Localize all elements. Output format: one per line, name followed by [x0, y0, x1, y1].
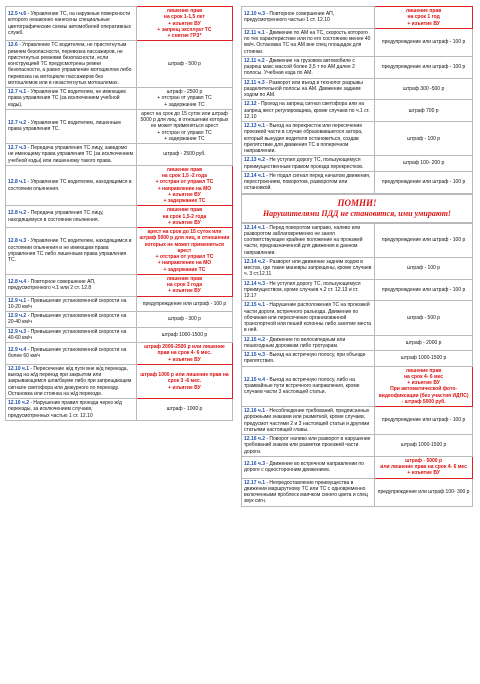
article-code: 12.16 ч.1 — [244, 408, 265, 414]
article-code: 12.13 ч.1 — [244, 123, 265, 129]
table-row — [6, 296, 233, 312]
penalty-line: штраф - 2000 р — [405, 339, 442, 346]
penalty-line: штраф 100- 200 р — [402, 160, 445, 167]
penalty-line: + задержание ТС — [163, 266, 206, 273]
notice-box — [241, 194, 473, 223]
table-row — [242, 122, 473, 156]
table-row — [242, 56, 473, 78]
article-code: 12.9 ч.1 — [8, 297, 27, 304]
violation-cell — [6, 327, 137, 343]
penalty-line: предупреждение или штраф - 100 р — [381, 179, 466, 185]
fines-table-right-top — [241, 6, 473, 194]
penalty-line: + изъятие ВУ — [407, 380, 440, 386]
violation-cell — [6, 109, 137, 143]
violation-text: - Не уступил дорогу ТС, пользующемуся преимуществом, кроме случаев ч.2 ст. 12.13 и ст. 12.17 — [244, 280, 361, 299]
violation-cell — [6, 228, 137, 275]
penalty-line: предупреждение или штраф - 100 р — [381, 286, 466, 293]
article-code: 12.6 — [8, 42, 18, 49]
violation-cell — [6, 206, 137, 228]
penalty-line: штраф - 500 р — [167, 61, 201, 67]
penalty-line: на срок 4- 6 мес — [404, 373, 444, 380]
violation-text: - Поворот налево или разворот в нарушение требований знаков или разметки проезжей части дороги. — [244, 436, 371, 455]
penalty-line: арест на срок до 15 суток или штраф 5000 р для лиц, в отношении которых не может применяться арест — [139, 229, 230, 254]
penalty-cell — [375, 301, 473, 335]
violation-text: - Несоблюдение требований, предписанных дорожными знаками или разметкой, кроме случаев, предусмот частями 2 и 3 настоящей статьи и другими статьями настоящей главы. — [244, 408, 370, 433]
penalty-line: + задержание ТС — [163, 198, 206, 204]
violation-cell — [242, 171, 375, 193]
penalty-cell — [375, 407, 473, 435]
penalty-line: на срок 1 год — [407, 14, 440, 21]
table-row — [6, 274, 233, 296]
violation-cell — [242, 28, 375, 56]
penalty-line: штраф 2000-2500 р или лишение прав на срок 4- 6 мес. — [144, 344, 225, 357]
violation-text: - Разворот или въезд в технолог разрывы разделительной полосы на АМ. Движение задним ходом по АМ. — [244, 79, 363, 98]
article-code: 12.9 ч.2 — [8, 313, 27, 319]
table-row — [242, 456, 473, 478]
violation-text: - Повторное совершение АП, предусмотренного ч.1 или 2 ст. 12.8 — [8, 278, 96, 292]
table-row — [6, 7, 233, 41]
article-code: 12.7 ч.2 — [8, 120, 27, 127]
table-row — [242, 301, 473, 335]
article-code: 12.13 ч.2 — [244, 157, 265, 164]
penalty-cell — [136, 296, 232, 312]
violation-text: - Управление ТС водителем, находящимся в состоянии опьянения. — [8, 179, 132, 192]
table-row — [242, 257, 473, 279]
penalty-line: предупреждение или штраф - 100 р — [381, 64, 466, 70]
penalty-cell — [375, 78, 473, 100]
penalty-cell — [136, 144, 232, 166]
article-code: 12.10 ч.3 — [244, 11, 265, 18]
penalty-line: + отстран от управл ТС — [157, 129, 212, 136]
violation-text: - Передача управления ТС лицу, заведомо не имеющему права управления ТС (за исключением учебной езды) или лишенному такого права. — [8, 145, 134, 164]
article-code: 12.7 ч.3 — [8, 145, 27, 151]
article-code: 12.9 ч.4 — [8, 347, 27, 354]
penalty-line: лишение прав — [166, 8, 203, 14]
table-row — [6, 364, 233, 398]
penalty-line: или лишение прав на срок 4- 6 мес — [380, 464, 467, 470]
table-row — [242, 279, 473, 301]
fines-table-right-bottom — [241, 223, 473, 507]
article-code: 12.11 ч.1 — [244, 29, 265, 36]
penalty-line: предупреждение или штраф - 100 р — [381, 39, 466, 46]
article-code: 12.17 ч.1 — [244, 479, 265, 486]
table-row — [242, 223, 473, 257]
penalty-line: + изъятие ВУ — [407, 20, 440, 27]
penalty-line: штраф 1000-1500 р — [161, 331, 208, 338]
penalty-line: штраф - 100 р — [407, 265, 441, 271]
table-row — [242, 100, 473, 122]
violation-text: - Нарушение правил проезда через ж/д переезды, за исключением случаев, предусмотренных частью 1 ст. 12.10 — [8, 400, 122, 419]
penalty-line: + задержание ТС — [164, 135, 205, 142]
table-row — [6, 206, 233, 228]
penalty-line: + отстран от управл ТС — [155, 254, 214, 260]
penalty-cell — [375, 100, 473, 122]
right-column — [241, 6, 473, 507]
penalty-cell — [136, 364, 232, 398]
article-code: 12.14 ч.1 — [244, 224, 265, 231]
violation-cell — [242, 351, 375, 367]
penalty-line: штраф - 2500 р — [166, 89, 203, 95]
notice-title: ПОМНИ! — [337, 197, 377, 208]
violation-text: - Превышение установленной скорости на более 60 км/ч — [8, 347, 127, 360]
table-row — [242, 351, 473, 367]
article-code: 12.15 ч.1 — [244, 302, 265, 309]
violation-cell — [242, 156, 375, 172]
penalty-cell — [136, 7, 232, 41]
article-code: 12.14 ч.2 — [244, 258, 265, 265]
penalty-line: + изъятие ВУ — [168, 288, 201, 295]
violation-text: - Управление ТС, на наружные поверхности которого незаконно нанесены специальные цветографические схемы автомобилей оперативных служб. — [8, 11, 131, 36]
penalty-line: на срок 3 года — [166, 282, 202, 288]
penalty-line: предупреждение или штраф - 100 р — [381, 237, 466, 243]
penalty-cell — [136, 165, 232, 206]
penalty-cell — [375, 56, 473, 78]
penalty-cell — [375, 478, 473, 506]
violation-text: - Перед поворотом направо, налево или разворотом заблаговременно не занял соответствующее крайнее положение на проезжей части, предназначенной для движения в данном направлении. — [244, 224, 363, 256]
violation-cell — [6, 399, 137, 421]
penalty-cell — [136, 327, 232, 343]
violation-cell — [242, 435, 375, 457]
penalty-line: лишение прав — [166, 207, 203, 214]
violation-text: - Пересечение ж/д пути вне ж/д переезда, выезд на ж/д переезд при закрытом или закрывающемся шлагбауме либо при запрещающем сигнале светофора или дежурного по переезду. Остановка или стоянка на ж/д переезде. — [8, 365, 132, 397]
violation-cell — [6, 165, 137, 206]
penalty-cell — [375, 335, 473, 351]
penalty-line: на срок 1-1,5 лет — [163, 14, 205, 21]
violation-cell — [6, 274, 137, 296]
table-row — [6, 41, 233, 88]
violation-text: - Повторное совершение АП, предусмотренного частью 1 ст. 12.10 — [244, 11, 335, 24]
penalty-line: лишение прав — [166, 166, 203, 173]
penalty-line: предупреждение или штраф - 100 р — [142, 300, 227, 307]
table-row — [242, 366, 473, 407]
violation-cell — [242, 56, 375, 78]
penalty-cell — [375, 456, 473, 478]
penalty-cell — [375, 351, 473, 367]
article-code: 12.7 ч.1 — [8, 89, 27, 95]
violation-cell — [242, 7, 375, 29]
violation-text: - Управление ТС водителем, находящимся в состоянии опьянения и не имеющим права управления ТС либо лишенным права управления ТС. — [8, 238, 132, 264]
table-row — [6, 228, 233, 275]
penalty-line: штраф 700 р — [408, 107, 439, 114]
fines-table-left — [5, 6, 233, 421]
violation-cell — [242, 100, 375, 122]
penalty-cell — [375, 122, 473, 156]
penalty-line: штраф - 500 р — [407, 314, 441, 321]
article-code: 12.10 ч.1 — [8, 365, 29, 372]
penalty-cell — [375, 435, 473, 457]
penalty-cell — [136, 343, 232, 365]
article-code: 12.8 ч.2 — [8, 210, 27, 217]
article-code: 12.8 ч.1 — [8, 179, 27, 186]
violation-cell — [242, 279, 375, 301]
penalty-line: + отстран от управл ТС — [155, 179, 214, 186]
table-row — [242, 156, 473, 172]
violation-cell — [6, 296, 137, 312]
penalty-line: предупреждение или штраф - 100 р — [381, 417, 466, 424]
article-code: 12.15 ч.3 — [244, 352, 265, 358]
penalty-line: штраф - 300 р — [167, 316, 201, 323]
penalty-cell — [375, 366, 473, 407]
article-code: 12.11 ч.3 — [244, 79, 265, 86]
violation-cell — [6, 312, 137, 328]
violation-cell — [6, 364, 137, 398]
violation-text: - Движение на грузовом автомобиле с разреш макс массой более 3,5 т по АМ далее 2 полосы. Учебная езда по АМ. — [244, 57, 355, 77]
violation-text: - Движение по АМ на ТС, скорость которого по тех характеристике или по его состоянию менее 40 км/ч. Остановка ТС на АМ вне спец площадок для стоянки. — [244, 29, 371, 55]
violation-text: - Превышение установленной скорости на 10-20 км/ч — [8, 297, 127, 310]
penalty-cell — [136, 399, 232, 421]
penalty-cell — [136, 228, 232, 275]
violation-cell — [242, 301, 375, 335]
violation-text: - Выезд на встречную полосу, либо на трамвайные пути встречного направления, кроме случаев части 3 настоящей статьи. — [244, 376, 360, 396]
table-row — [6, 312, 233, 328]
violation-text: - Выезд на встречную полосу, при объезде препятствия. — [244, 352, 366, 365]
penalty-line: лишение прав — [166, 275, 203, 282]
penalty-line: + запрещ эксплуат ТС — [157, 26, 212, 33]
article-code: 12.14 ч.3 — [244, 280, 265, 287]
penalty-line: + изъятие ВУ — [407, 470, 440, 477]
penalty-line: арест на срок до 15 суток или штраф 5000 р для лиц, в отношении которых не может применяться арест — [140, 110, 229, 130]
violation-cell — [6, 7, 137, 41]
article-code: 12.14 ч.1 — [244, 172, 265, 179]
violation-text: - Управление ТС водителем, лишенным права управления ТС. — [8, 120, 121, 133]
violation-text: - Не уступил дорогу ТС, пользующемуся преимущественным правом проезда перекрестков. — [244, 157, 364, 170]
penalty-cell — [136, 206, 232, 228]
violation-cell — [242, 223, 375, 257]
penalty-line: лишение прав — [405, 367, 442, 374]
penalty-cell — [136, 41, 232, 88]
penalty-line: + изъятие ВУ — [168, 191, 201, 198]
penalty-line: на срок 1,5-2 года — [162, 213, 207, 220]
penalty-line: штраф - 5000 р — [405, 457, 443, 464]
table-row — [6, 343, 233, 365]
table-row — [242, 435, 473, 457]
violation-text: - Движение по велосипедным или пешеходным дорожкам либо тротуарам. — [244, 336, 346, 349]
penalty-cell — [136, 88, 232, 110]
violation-cell — [242, 335, 375, 351]
table-row — [6, 165, 233, 206]
violation-cell — [242, 78, 375, 100]
table-row — [6, 327, 233, 343]
penalty-line: При автоматической фото-видеофиксации (без участия ИДПС) - штраф 5000 руб. — [378, 386, 469, 405]
penalty-cell — [136, 109, 232, 143]
article-code: 12.15 ч.4 — [244, 376, 265, 383]
penalty-line: + изъятие ВУ — [168, 219, 201, 226]
article-code: 12.8 ч.3 — [8, 238, 27, 245]
violation-text: - Превышение установленной скорости на 40-60 км/ч — [8, 328, 127, 341]
article-code: 12.5 ч.6 — [8, 11, 27, 18]
violation-text: - Разворот или движение задним ходом в местах, где такие маневры запрещены, кроме случаев ч. 3 ст.12.11 — [244, 258, 372, 278]
violation-text: - Нарушение расположения ТС на проезжей части дороги, встречного разъезда. Движение по обочинам или пересечение организованной транспортной или пешей колонны либо занятие места в ней. — [244, 302, 372, 334]
violation-cell — [6, 343, 137, 365]
table-row — [242, 335, 473, 351]
penalty-cell — [136, 312, 232, 328]
article-code: 12.12 — [244, 101, 257, 108]
penalty-cell — [136, 274, 232, 296]
violation-cell — [6, 88, 137, 110]
penalty-line: + направление на МО — [157, 185, 212, 192]
penalty-line: + снятие ГРЗ* — [167, 33, 202, 39]
penalty-line: + изъятие ВУ — [168, 356, 201, 363]
penalty-cell — [375, 156, 473, 172]
violation-text: - Движение во встречном направлении по дороге с односторонним движением. — [244, 460, 364, 474]
violation-cell — [242, 122, 375, 156]
notice-slogan: Нарушителями ПДД не становятся, ими умирают! — [262, 208, 452, 218]
penalty-line: штраф - 1000 р — [166, 406, 203, 413]
article-code: 12.10 ч.2 — [8, 400, 29, 406]
table-row — [242, 171, 473, 193]
table-row — [6, 399, 233, 421]
article-code: 12.16 ч.2 — [244, 436, 265, 442]
penalty-line: штраф 300 -500 р — [402, 85, 445, 92]
violation-cell — [242, 456, 375, 478]
table-row — [242, 7, 473, 29]
penalty-line: + задержание ТС — [164, 101, 205, 108]
violation-text: - Управление ТС водителем, не имеющим права управления ТС (за исключением учебной езды). — [8, 89, 126, 108]
penalty-line: + изъятие ВУ — [168, 384, 201, 391]
violation-cell — [6, 144, 137, 166]
penalty-line: + направление на МО — [157, 260, 212, 267]
violation-text: - Непредоставление преимущества в движении маршрутному ТС или ТС с одновременно включенными проблеск маячком синего цвета и спец звук сигн. — [244, 479, 368, 505]
penalty-line: на срок 1,5 -2 года — [161, 173, 207, 179]
violation-text: - Проезд на запрещ сигнал светофора или на запрещ жест регулировщика, кроме случаев по ч.1 ст. 12.10 — [244, 101, 370, 120]
penalty-line: лишение прав — [405, 8, 442, 14]
article-code: 12.15 ч.2 — [244, 336, 265, 343]
violation-text: - Превышение установленной скорости на 20-40 км/ч — [8, 313, 127, 326]
table-row — [242, 407, 473, 435]
article-code: 12.8 ч.4 — [8, 278, 27, 285]
violation-cell — [6, 41, 137, 88]
violation-text: - Управление ТС водителем, не пристегнутым ремнем безопасности, перевозка пассажиров, не пристегнутых ремнями безопасности, если конструкцией ТС предусмотрены ремни безопасности, а равно управление мотоциклом либо перевозка на мотоцикле пассажиров без мотошлемов или в незастегнутых мотошлемах. — [8, 42, 132, 86]
left-column — [5, 6, 233, 421]
table-row — [6, 109, 233, 143]
penalty-line: штраф 1000-1500 р — [400, 442, 447, 449]
article-code: 12.9 ч.3 — [8, 328, 27, 335]
penalty-cell — [375, 257, 473, 279]
violation-text: - Передача управления ТС лицу, находящемуся в состоянии опьянения. — [8, 210, 104, 223]
violation-text: - Выезд на перекресток или пересечение проезжей части в случае образовавшегося затора, который вынудил водителя остановиться, создав препятствие для движения ТС в поперечном направлении. — [244, 123, 363, 154]
penalty-line: штраф 1000 р или лишение прав на срок 3 -6 мес. — [140, 372, 229, 385]
penalty-cell — [375, 7, 473, 29]
table-row — [242, 78, 473, 100]
article-code: 12.11 ч.2 — [244, 57, 265, 64]
penalty-cell — [375, 28, 473, 56]
penalty-line: штраф - 2500 руб. — [163, 151, 206, 158]
violation-cell — [242, 366, 375, 407]
penalty-cell — [375, 171, 473, 193]
penalty-line: предупреждение или штраф 100- 300 р — [377, 488, 470, 495]
penalty-cell — [375, 279, 473, 301]
violation-cell — [242, 407, 375, 435]
penalty-line: + отстран от управл ТС — [157, 95, 212, 102]
penalty-cell — [375, 223, 473, 257]
penalty-line: + изъятие ВУ — [168, 20, 201, 27]
table-row — [242, 28, 473, 56]
penalty-line: штраф - 100 р — [407, 135, 441, 142]
table-row — [242, 478, 473, 506]
table-row — [6, 144, 233, 166]
table-row — [6, 88, 233, 110]
violation-cell — [242, 257, 375, 279]
article-code: 12.16 ч.3 — [244, 460, 265, 467]
violation-cell — [242, 478, 375, 506]
penalty-line: штраф 1000-1500 р — [400, 355, 447, 362]
violation-text: - Не подал сигнал перед началом движения, перестроением, поворотом, разворотом или остановкой. — [244, 172, 371, 192]
